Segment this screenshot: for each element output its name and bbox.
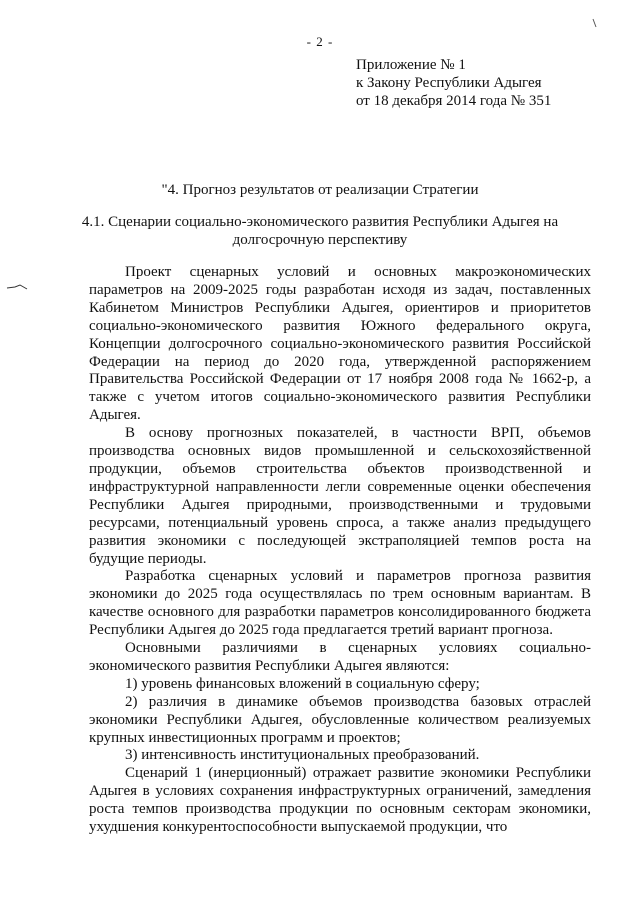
paragraph-project: Проект сценарных условий и основных макроэкономических параметров на 2009-2025 годы разработан исходя из задач, поставленных Кабинетом Министров Республики Адыгея, ориентиров и приоритетов социально-экономического развития Южного федерального округа, Концепции долгосрочного социально-экономического развития Российской Федерации на период до 2020 года, утвержденной распоряжением Правительства Российской Федерации от 17 ноября 2008 года № 1662-р, а также с учетом итогов социально-экономического развития Республики Адыгея. [89,264,591,424]
approval-line-appendix: Приложение № 1 [356,57,466,73]
list-item-3: 3) интенсивность институциональных преобразований. [125,747,480,764]
list-item-1: 1) уровень финансовых вложений в социальную сферу; [125,675,480,692]
list-item-2: 2) различия в динамике объемов производства базовых отраслей экономики Республики Адыгея, обусловленные количеством реализуемых крупных инвестиционных программ и проектов; [89,693,591,746]
margin-pen-mark [6,283,28,291]
approval-line-date: от 18 декабря 2014 года № 351 [356,93,552,109]
paragraph-scenario-1: Сценарий 1 (инерционный) отражает развитие экономики Республики Адыгея в условиях сохранения инфраструктурных ограничений, замедления роста темпов производства продукции по основным секторам экономики, ухудшения конкурентоспособности выпускаемой продукции, что [89,765,591,836]
approval-line-law: к Закону Республики Адыгея [356,75,542,91]
paragraph-development: Разработка сценарных условий и параметров прогноза развития экономики до 2025 года осуществлялась по трем основным вариантам. В качестве основного для разработки параметров консолидированного бюджета Республики Адыгея до 2025 года предлагается третий вариант прогноза. [89,568,591,639]
body-text [89,264,591,837]
scan-artifact-mark [592,18,598,28]
subsection-title: 4.1. Сценарии социально-экономического развития Республики Адыгея на долгосрочную перспективу [81,214,559,248]
page-number: - 2 - [306,34,334,49]
section-title: "4. Прогноз результатов от реализации Стратегии [161,182,479,198]
paragraph-differences: Основными различиями в сценарных условиях социально-экономического развития Республики Адыгея являются: [89,640,591,674]
paragraph-basis: В основу прогнозных показателей, в частности ВРП, объемов производства основных видов промышленной и сельскохозяйственной продукции, объемов строительства объектов производственной и инфраструктурной направленности легли современные оценки обеспечения Республики Адыгея природными, производственными и трудовыми ресурсами, потенциальный уровень спроса, а также анализ предыдущего развития экономики с последующей экстраполяцией темпов роста на будущие периоды. [89,425,591,567]
approval-block [356,56,551,110]
